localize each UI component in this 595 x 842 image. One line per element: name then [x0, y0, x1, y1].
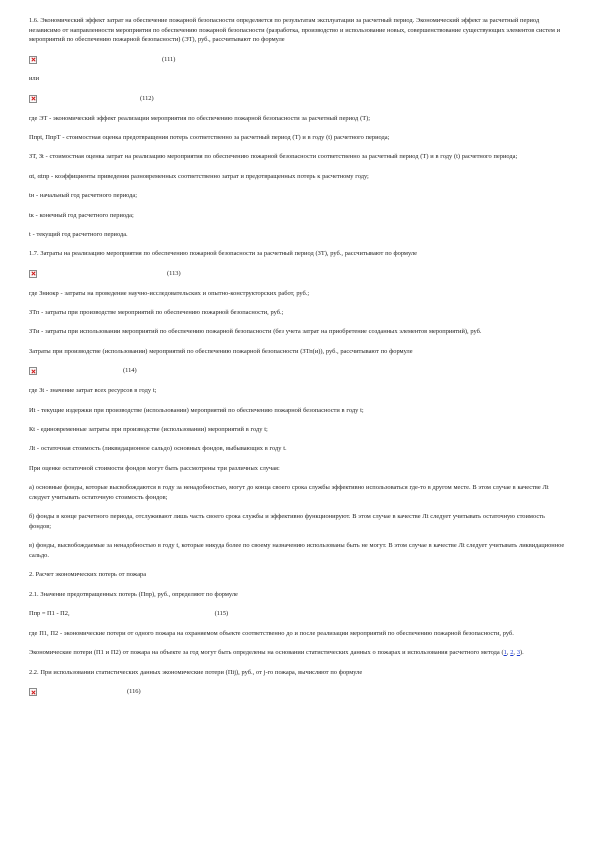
definition-zt: ЗТ, Зt - стоимостная оценка затрат на реализацию мероприятия по обеспечению пожарной безопасности соответственно за расчетный период (Т) и в году (t) расчетного периода;: [29, 153, 518, 161]
definition-zt-resources: где Зt - значение затрат всех ресурсов в году t;: [29, 387, 157, 395]
definition-ztp: ЗТп - затраты при производстве мероприятий по обеспечению пожарной безопасности, руб.;: [29, 309, 284, 317]
broken-image-icon: [29, 270, 37, 278]
formula-number: (112): [140, 95, 154, 103]
reference-link-2[interactable]: 2: [510, 649, 514, 657]
formula-number: (114): [123, 367, 137, 375]
definition-ppr: Ппрt, ПпрТ - стоимостная оценка предотвращения потерь соответственно за расчетный период (Т) и в году (t) расчетного периода;: [29, 134, 390, 142]
formula-number: (113): [167, 270, 181, 278]
document-body: [29, 16, 567, 707]
paragraph-1-6: 1.6. Экономический эффект затрат на обеспечение пожарной безопасности определяется по результатам эксплуатации за расчетный период. Экономический эффект за расчетный период независимо от направленности мероприятия по обеспечению пожарной безопасности (разработка, производство и использование новых, совершенствование существующих элементов систем и мероприятий по обеспечению пожарной безопасности) (ЭТ), руб., рассчитывают по формуле: [29, 17, 561, 44]
paragraph-tail: ).: [520, 649, 524, 657]
definition-et: где ЭТ - экономический эффект реализации мероприятия по обеспечению пожарной безопасности за расчетный период (Т);: [29, 114, 371, 122]
broken-image-icon: [29, 688, 37, 696]
paragraph-or: или: [29, 75, 40, 83]
definition-it: Иt - текущие издержки при производстве (использовании) мероприятий по обеспечению пожарной безопасности в году t;: [29, 406, 364, 414]
formula-116: [29, 687, 567, 697]
definition-kt: Кt - единовременные затраты при производстве (использовании) мероприятий в году t;: [29, 425, 268, 433]
formula-114: [29, 366, 567, 376]
paragraph-economic-losses: Экономические потери (П1 и П2) от пожара на объекте за год могут быть определены на основании статистических данных о пожарах и использования расчетного метода (1, 2, 3).: [29, 649, 524, 657]
formula-number: (111): [162, 55, 176, 63]
formula-111: [29, 55, 567, 65]
definition-tn: tн - начальный год расчетного периода;: [29, 192, 137, 200]
definition-alpha: αt, αtпр - коэффициенты приведения разновременных соответственно затрат и предотвращенных потерь к расчетному году;: [29, 172, 369, 180]
definition-t: t - текущий год расчетного периода.: [29, 231, 128, 239]
section-2-heading: 2. Расчет экономических потерь от пожара: [29, 571, 147, 579]
broken-image-icon: [29, 367, 37, 375]
paragraph-2-1: 2.1. Значение предотвращенных потерь (Ппр), руб., определяют по формуле: [29, 590, 238, 598]
definition-p1-p2: где П1, П2 - экономические потери от одного пожара на охраняемом объекте соответственно до и после реализации мероприятий по обеспечению пожарной безопасности, руб.: [29, 629, 514, 637]
formula-113: [29, 269, 567, 279]
case-b: б) фонды в конце расчетного периода, отслуживают лишь часть своего срока службы и эффективно функционируют. В этом случае в качестве Лt следует учитывать остаточную стоимость фондов;: [29, 513, 545, 530]
definition-zniokr: где Зниокр - затраты на проведение научно-исследовательских и опытно-конструкторских работ, руб.;: [29, 289, 310, 297]
definition-lt: Лt - остаточная стоимость (ликвидационное сальдо) основных фондов, выбывающих в году t.: [29, 445, 287, 453]
paragraph-cases: При оценке остаточной стоимости фондов могут быть рассмотрены три различных случая:: [29, 464, 280, 472]
reference-link-1[interactable]: 1: [503, 649, 507, 657]
case-a: а) основные фонды, которые высвобождаются в году за ненадобностью, могут до конца своего срока службы эффективно использоваться где-то в другом месте. В этом случае в качестве Лt следует учитывать остаточную стоимость фондов;: [29, 484, 549, 501]
paragraph-ztpi: Затраты при производстве (использовании) мероприятий по обеспечению пожарной безопасности (ЗТп(и)), руб., рассчитывают по формуле: [29, 347, 413, 355]
reference-link-3[interactable]: 3: [516, 649, 521, 657]
definition-zti: ЗТи - затраты при использовании мероприятий по обеспечению пожарной безопасности (без учета затрат на приобретение созданных элементов мероприятий), руб.: [29, 328, 482, 336]
paragraph-text: Экономические потери (П1 и П2) от пожара на объекте за год могут быть определены на основании статистических данных о пожарах и использования расчетного метода: [29, 649, 500, 657]
formula-112: [29, 94, 567, 104]
formula-number: (115): [214, 610, 229, 618]
broken-image-icon: [29, 95, 37, 103]
formula-number: (116): [127, 688, 141, 696]
paragraph-2-2: 2.2. При использовании статистических данных экономические потери (Пij), руб., от j-го пожара, вычисляют по формуле: [29, 668, 363, 676]
formula-inline: Ппр = П1 - П2,: [29, 610, 70, 618]
case-c: в) фонды, высвобождаемые за ненадобностью в году t, которые никуда более по своему назначению использованы быть не могут. В этом случае в качестве Лt следует учитывать ликвидационное сальдо.: [29, 542, 565, 559]
paragraph-1-7: 1.7. Затраты на реализацию мероприятия по обеспечению пожарной безопасности за расчетный период (ЗТ), руб., рассчитывают по формуле: [29, 250, 417, 258]
formula-115: [29, 609, 567, 619]
broken-image-icon: [29, 56, 37, 64]
definition-tk: tк - конечный год расчетного периода;: [29, 211, 134, 219]
